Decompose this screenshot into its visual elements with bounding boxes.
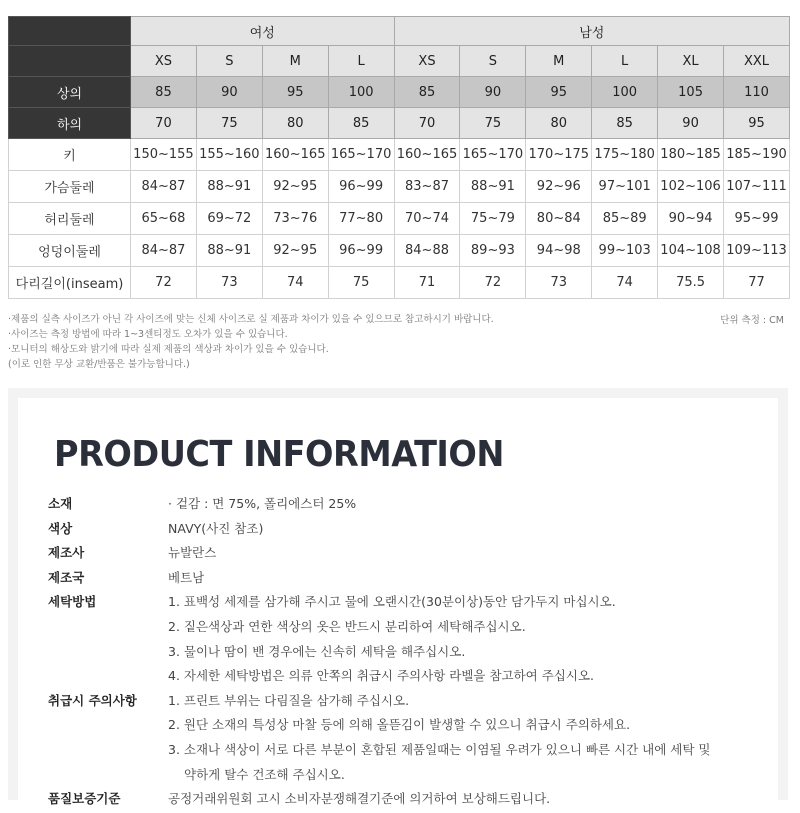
measurement-cell: 96~99 bbox=[328, 171, 394, 203]
measurement-cell: 73~76 bbox=[262, 203, 328, 235]
bottom-size-row bbox=[9, 108, 790, 139]
measurement-cell: 165~170 bbox=[328, 139, 394, 171]
product-info-value: 공정거래위원회 고시 소비자분쟁해결기준에 의거하여 보상해드립니다. bbox=[168, 791, 551, 807]
top-size-cell: 90 bbox=[460, 77, 526, 108]
size-cell: S bbox=[460, 46, 526, 77]
measurement-cell: 180~185 bbox=[658, 139, 724, 171]
product-info-value: 2. 원단 소재의 특성상 마찰 등에 의해 올뜯김이 발생할 수 있으니 취급시 주의하세요. bbox=[168, 717, 631, 733]
measurement-row bbox=[9, 171, 790, 203]
measurement-row bbox=[9, 235, 790, 267]
product-info-label: 품질보증기준 bbox=[48, 791, 121, 807]
size-chart-table bbox=[8, 16, 790, 299]
note-line: ·모니터의 해상도와 밝기에 따라 실제 제품의 색상과 차이가 있을 수 있습니다. bbox=[8, 344, 329, 355]
measurement-cell: 84~87 bbox=[131, 235, 197, 267]
measurement-cell: 75 bbox=[328, 267, 394, 299]
measurement-cell: 77~80 bbox=[328, 203, 394, 235]
measurement-cell: 89~93 bbox=[460, 235, 526, 267]
note-line: ·사이즈는 측정 방법에 따라 1~3센티정도 오차가 있을 수 있습니다. bbox=[8, 329, 288, 340]
top-size-cell: 110 bbox=[724, 77, 790, 108]
product-info-value: 1. 표백성 세제를 삼가해 주시고 물에 오랜시간(30분이상)동안 담가두지 마십시오. bbox=[168, 594, 616, 610]
measurement-cell: 155~160 bbox=[196, 139, 262, 171]
top-size-cell: 100 bbox=[592, 77, 658, 108]
measurement-cell: 92~95 bbox=[262, 171, 328, 203]
product-info-value: 4. 자세한 세탁방법은 의류 안쪽의 취급시 주의사항 라벨을 참고하여 주십시오. bbox=[168, 668, 594, 684]
product-info-label: 제조국 bbox=[48, 569, 85, 585]
measurement-cell: 84~87 bbox=[131, 171, 197, 203]
measurement-cell: 73 bbox=[526, 267, 592, 299]
bottom-size-cell: 75 bbox=[196, 108, 262, 139]
measurement-cell: 85~89 bbox=[592, 203, 658, 235]
bottom-row-label: 하의 bbox=[9, 108, 131, 139]
measurement-cell: 160~165 bbox=[262, 139, 328, 171]
bottom-size-cell: 90 bbox=[658, 108, 724, 139]
measurement-cell: 75.5 bbox=[658, 267, 724, 299]
measurement-cell: 94~98 bbox=[526, 235, 592, 267]
table-corner bbox=[9, 17, 131, 46]
note-line: (이로 인한 무상 교환/반품은 불가능합니다.) bbox=[8, 359, 190, 370]
measurement-cell: 88~91 bbox=[196, 171, 262, 203]
men-header: 남성 bbox=[394, 17, 789, 46]
measurement-cell: 92~96 bbox=[526, 171, 592, 203]
bottom-size-cell: 85 bbox=[592, 108, 658, 139]
size-cell: XS bbox=[131, 46, 197, 77]
measurement-cell: 84~88 bbox=[394, 235, 460, 267]
measurement-cell: 72 bbox=[460, 267, 526, 299]
top-size-cell: 85 bbox=[394, 77, 460, 108]
measurement-cell: 170~175 bbox=[526, 139, 592, 171]
product-info-value: 뉴발란스 bbox=[168, 545, 217, 561]
product-info-value: 2. 짙은색상과 연한 색상의 옷은 반드시 분리하여 세탁해주십시오. bbox=[168, 619, 526, 634]
measurement-cell: 165~170 bbox=[460, 139, 526, 171]
bottom-size-cell: 70 bbox=[131, 108, 197, 139]
measurement-cell: 96~99 bbox=[328, 235, 394, 267]
top-size-cell: 100 bbox=[328, 77, 394, 108]
measurement-cell: 107~111 bbox=[724, 171, 790, 203]
measurement-cell: 95~99 bbox=[724, 203, 790, 235]
measurement-cell: 69~72 bbox=[196, 203, 262, 235]
measurement-label: 키 bbox=[9, 139, 131, 171]
top-size-row bbox=[9, 77, 790, 108]
unit-label: 단위 측정 : CM bbox=[720, 315, 784, 326]
bottom-size-cell: 80 bbox=[262, 108, 328, 139]
product-info-value: 3. 물이나 땀이 밴 경우에는 신속히 세탁을 해주십시오. bbox=[168, 643, 466, 659]
product-info-value: 베트남 bbox=[168, 569, 205, 585]
measurement-label: 가슴둘레 bbox=[9, 171, 131, 203]
product-info-label: 세탁방법 bbox=[48, 594, 97, 610]
size-cell: L bbox=[592, 46, 658, 77]
top-size-cell: 85 bbox=[131, 77, 197, 108]
size-notes bbox=[8, 312, 790, 372]
gender-header-row bbox=[9, 17, 790, 46]
product-info-label: 제조사 bbox=[48, 545, 85, 561]
bottom-size-cell: 75 bbox=[460, 108, 526, 139]
product-info-panel bbox=[8, 388, 788, 807]
top-size-cell: 95 bbox=[262, 77, 328, 108]
measurement-cell: 92~95 bbox=[262, 235, 328, 267]
measurement-cell: 72 bbox=[131, 267, 197, 299]
bottom-size-cell: 70 bbox=[394, 108, 460, 139]
women-header: 여성 bbox=[131, 17, 395, 46]
top-row-label: 상의 bbox=[9, 77, 131, 108]
size-header-row bbox=[9, 46, 790, 77]
measurement-cell: 75~79 bbox=[460, 203, 526, 235]
measurement-cell: 83~87 bbox=[394, 171, 460, 203]
top-size-cell: 105 bbox=[658, 77, 724, 108]
measurement-cell: 71 bbox=[394, 267, 460, 299]
measurement-cell: 73 bbox=[196, 267, 262, 299]
measurement-cell: 175~180 bbox=[592, 139, 658, 171]
measurement-row bbox=[9, 139, 790, 171]
measurement-cell: 160~165 bbox=[394, 139, 460, 171]
note-line: ·제품의 실측 사이즈가 아닌 각 사이즈에 맞는 신체 사이즈로 실 제품과 차이가 있을 수 있으므로 참고하시기 바랍니다. bbox=[8, 314, 494, 325]
top-size-cell: 95 bbox=[526, 77, 592, 108]
measurement-cell: 74 bbox=[592, 267, 658, 299]
product-info-value: 1. 프린트 부위는 다림질을 삼가해 주십시오. bbox=[168, 692, 410, 708]
product-info-label: 취급시 주의사항 bbox=[48, 692, 137, 708]
measurement-row bbox=[9, 267, 790, 299]
product-info-value: 3. 소재나 색상이 서로 다른 부분이 혼합된 제품일때는 이염될 우려가 있으니 빠른 시간 내에 세탁 및 bbox=[168, 742, 711, 757]
product-info-value: NAVY(사진 참조) bbox=[168, 520, 264, 536]
table-corner bbox=[9, 46, 131, 77]
measurement-cell: 70~74 bbox=[394, 203, 460, 235]
measurement-cell: 102~106 bbox=[658, 171, 724, 203]
measurement-cell: 90~94 bbox=[658, 203, 724, 235]
top-size-cell: 90 bbox=[196, 77, 262, 108]
product-info-title: PRODUCT INFORMATION bbox=[54, 434, 504, 475]
size-cell: M bbox=[262, 46, 328, 77]
size-cell: XXL bbox=[724, 46, 790, 77]
size-cell: L bbox=[328, 46, 394, 77]
measurement-cell: 65~68 bbox=[131, 203, 197, 235]
size-cell: XS bbox=[394, 46, 460, 77]
size-cell: M bbox=[526, 46, 592, 77]
measurement-cell: 88~91 bbox=[460, 171, 526, 203]
product-info-card bbox=[18, 398, 778, 807]
measurement-label: 다리길이(inseam) bbox=[9, 267, 131, 299]
measurement-cell: 80~84 bbox=[526, 203, 592, 235]
measurement-label: 허리둘레 bbox=[9, 203, 131, 235]
product-info-value: · 겉감 : 면 75%, 폴리에스터 25% bbox=[168, 496, 357, 511]
measurement-cell: 74 bbox=[262, 267, 328, 299]
measurement-cell: 150~155 bbox=[131, 139, 197, 171]
measurement-cell: 185~190 bbox=[724, 139, 790, 171]
bottom-size-cell: 80 bbox=[526, 108, 592, 139]
product-info-label: 소재 bbox=[48, 496, 73, 511]
measurement-label: 엉덩이둘레 bbox=[9, 235, 131, 267]
size-cell: S bbox=[196, 46, 262, 77]
measurement-cell: 88~91 bbox=[196, 235, 262, 267]
measurement-cell: 97~101 bbox=[592, 171, 658, 203]
bottom-size-cell: 95 bbox=[724, 108, 790, 139]
size-cell: XL bbox=[658, 46, 724, 77]
bottom-size-cell: 85 bbox=[328, 108, 394, 139]
product-info-value: 약하게 탈수 건조해 주십시오. bbox=[184, 766, 345, 782]
measurement-cell: 104~108 bbox=[658, 235, 724, 267]
measurement-row bbox=[9, 203, 790, 235]
measurement-cell: 99~103 bbox=[592, 235, 658, 267]
measurement-cell: 77 bbox=[724, 267, 790, 299]
measurement-cell: 109~113 bbox=[724, 235, 790, 267]
product-info-label: 색상 bbox=[48, 520, 73, 536]
